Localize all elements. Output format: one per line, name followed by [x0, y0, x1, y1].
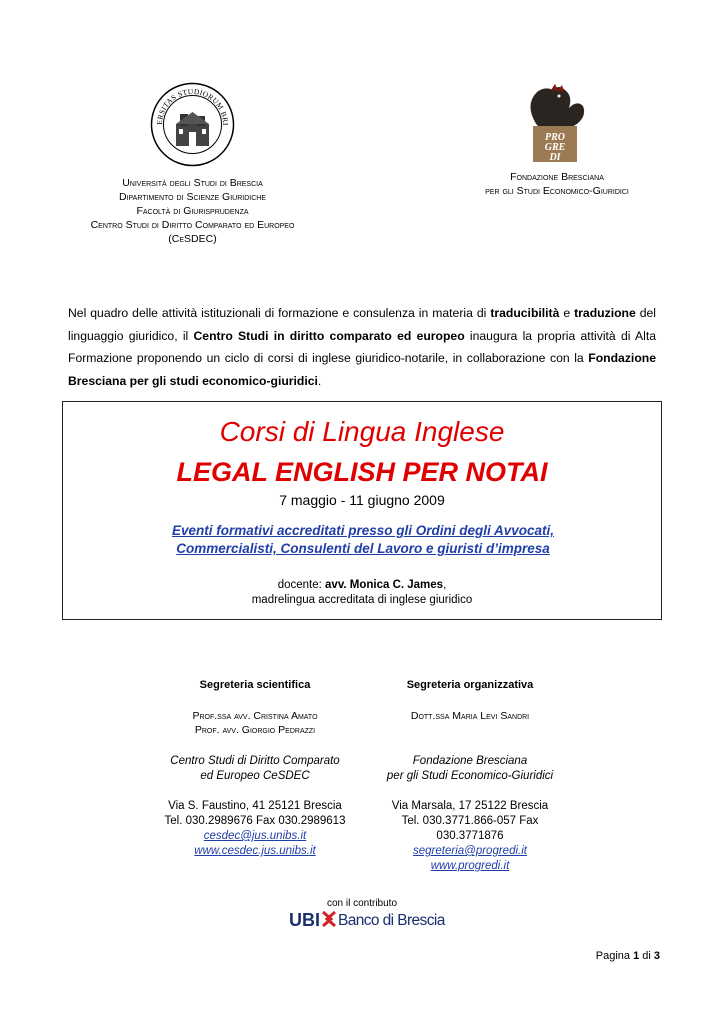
logo-text-di: DI: [549, 152, 561, 163]
institution-line: ed Europeo CeSDEC: [200, 770, 310, 782]
university-name: Università degli Studi di Brescia: [122, 177, 263, 189]
scientific-email-link[interactable]: cesdec@jus.unibs.it: [203, 830, 307, 842]
organizational-secretariat-address: [355, 799, 585, 844]
organizational-website-link[interactable]: www.progredi.it: [430, 860, 510, 872]
teacher-suffix: ,: [443, 579, 447, 591]
department-name: Dipartimento di Scienze Giuridiche: [118, 191, 266, 203]
foundation-name: Fondazione Bresciana: [510, 171, 604, 183]
intro-text: Nel quadro delle attività istituzionali di formazione e consulenza in materia di: [68, 306, 491, 320]
intro-bold-traducibilita: traducibilità: [490, 306, 560, 320]
scientific-website-link[interactable]: www.cesdec.jus.unibs.it: [194, 845, 316, 857]
organizational-secretariat-heading: Segreteria organizzativa: [406, 679, 534, 691]
research-center-name: Centro Studi di Diritto Comparato ed Europeo: [90, 219, 295, 231]
intro-text: inaugura la propria attività di Alta Formazione proponendo un ciclo di corsi di inglese giuridico-notarile, in collaborazione con la: [68, 328, 657, 365]
course-box: [62, 401, 662, 620]
course-subtitle: LEGAL ENGLISH PER NOTAI: [176, 457, 548, 487]
intro-bold-traduzione: traduzione: [574, 306, 636, 320]
university-seal-logo: [150, 82, 235, 167]
accreditation-note: [103, 522, 623, 558]
teacher-label: docente:: [277, 579, 326, 591]
logo-text-gre: GRE: [544, 142, 566, 153]
logo-bank-text: Banco di Brescia: [338, 912, 445, 929]
contact-name: Prof.ssa avv. Cristina Amato: [192, 710, 318, 722]
foundation-rooster-logo: [515, 82, 595, 167]
contact-name: Dott.ssa Maria Levi Sandri: [410, 710, 530, 722]
scientific-secretariat-address: [140, 799, 370, 829]
fax-number-line: 030.3771876: [436, 830, 504, 842]
intro-text: .: [317, 373, 322, 388]
scientific-secretariat-heading: Segreteria scientifica: [199, 679, 311, 691]
organizational-secretariat-institution: [355, 754, 585, 784]
page-label: Pagina: [595, 950, 634, 962]
page-current: 1: [633, 950, 640, 962]
foundation-subtitle: per gli Studi Economico-Giuridici: [485, 185, 629, 197]
intro-bold-center: Centro Studi in diritto comparato ed europeo: [193, 328, 465, 343]
faculty-name: Facoltà di Giurisprudenza: [136, 205, 249, 217]
research-center-acronym: (CeSDEC): [168, 233, 217, 245]
logo-ubi-text: UBI: [289, 910, 320, 930]
organizational-email-link[interactable]: segreteria@progredi.it: [413, 845, 527, 857]
address-line: Via Marsala, 17 25122 Brescia: [391, 800, 549, 812]
seal-text: ERSITAS STUDIORUM BRI: [154, 86, 231, 126]
phone-fax-line: Tel. 030.2989676 Fax 030.2989613: [164, 815, 346, 827]
sponsor-label: con il contributo: [326, 898, 398, 909]
course-title: Corsi di Lingua Inglese: [219, 416, 505, 447]
intro-text: del linguaggio giuridico, il: [68, 306, 656, 343]
organizational-secretariat: [355, 678, 585, 874]
intro-paragraph: [68, 302, 656, 392]
foundation-header: [452, 170, 662, 198]
page-of: di: [639, 950, 654, 962]
accreditation-line-1: Eventi formativi accreditati presso gli Ordini degli Avvocati,: [171, 523, 555, 538]
scientific-secretariat: [140, 678, 370, 859]
logo-text-pro: PRO: [545, 132, 565, 143]
ubi-banco-di-brescia-logo: [287, 908, 447, 930]
institution-line: Centro Studi di Diritto Comparato: [170, 755, 340, 767]
teacher-note: madrelingua accreditata di inglese giuridico: [251, 594, 473, 606]
university-header: [55, 176, 330, 246]
scientific-secretariat-institution: [140, 754, 370, 784]
institution-line: per gli Studi Economico-Giuridici: [386, 770, 554, 782]
institution-line: Fondazione Bresciana: [412, 755, 528, 767]
intro-bold-foundation: Fondazione Bresciana per gli studi economico-giuridici: [68, 351, 656, 388]
teacher-name: avv. Monica C. James: [325, 579, 444, 591]
scientific-secretariat-names: [140, 709, 370, 737]
organizational-secretariat-names: [355, 709, 585, 723]
intro-text: e: [559, 306, 575, 320]
contact-name: Prof. avv. Giorgio Pedrazzi: [194, 724, 316, 736]
address-line: Via S. Faustino, 41 25121 Brescia: [168, 800, 342, 812]
accreditation-line-2: Commercialisti, Consulenti del Lavoro e giuristi d’impresa: [176, 541, 550, 556]
teacher-info: [63, 578, 661, 608]
course-dates: 7 maggio - 11 giugno 2009: [279, 492, 445, 508]
page-total: 3: [653, 950, 660, 962]
phone-fax-line: Tel. 030.3771.866-057 Fax: [401, 815, 539, 827]
page-number: [560, 950, 660, 962]
